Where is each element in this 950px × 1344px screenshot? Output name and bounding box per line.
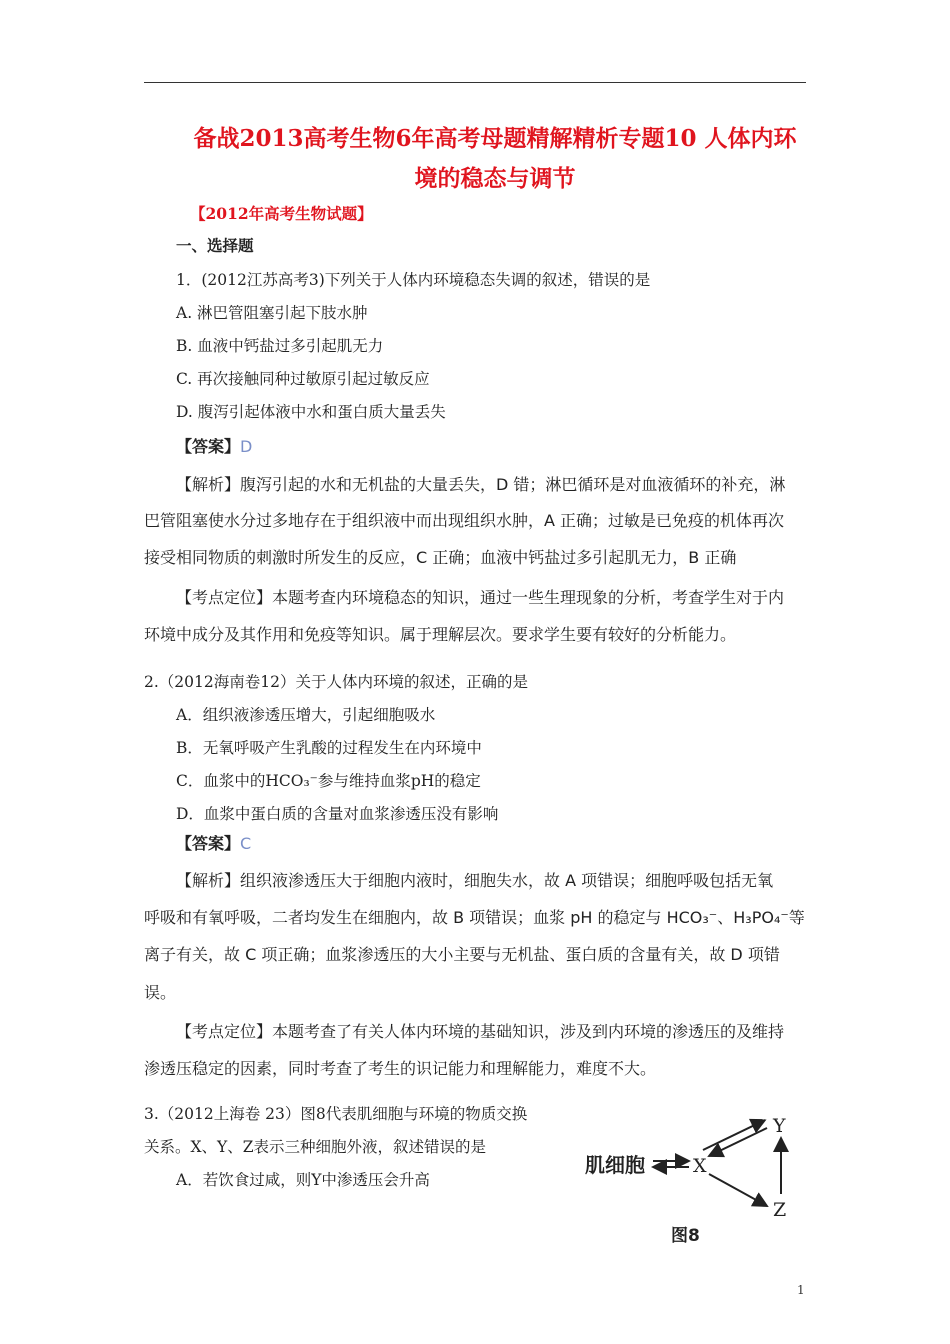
- q2-analysis-line2: 呼吸和有氧呼吸，二者均发生在细胞内，故 B 项错误；血浆 pH 的稳定与 HCO₃⁻、H₃PO₄⁻等: [144, 908, 805, 927]
- q2-option-d: D．血浆中蛋白质的含量对血浆渗透压没有影响: [176, 805, 499, 823]
- figure-y-label: Y: [773, 1115, 786, 1137]
- q3-stem-line2: 关系。X、Y、Z表示三种细胞外液，叙述错误的是: [144, 1138, 487, 1156]
- document-title-line1: 备战2013高考生物6年高考母题精解精析专题10 人体内环: [193, 125, 797, 152]
- section-tag: 【2012年高考生物试题】: [190, 204, 373, 223]
- q1-analysis-line1: 【解析】腹泻引起的水和无机盐的大量丢失，D 错；淋巴循环是对血液循环的补充，淋: [176, 475, 786, 494]
- page-number: 1: [797, 1283, 805, 1297]
- q2-answer-label: 【答案】: [176, 834, 241, 853]
- arrow-x-to-y: [703, 1120, 765, 1150]
- q2-analysis-line1: 【解析】组织液渗透压大于细胞内液时，细胞失水，故 A 项错误；细胞呼吸包括无氧: [176, 871, 774, 890]
- q1-stem: 1．(2012江苏高考3)下列关于人体内环境稳态失调的叙述，错误的是: [176, 271, 651, 289]
- q2-answer: [176, 831, 251, 854]
- figure-8-diagram: [585, 1108, 805, 1248]
- figure-cell-label: 肌细胞: [585, 1153, 645, 1177]
- q1-analysis-line2: 巴管阻塞使水分过多地存在于组织液中而出现组织水肿，A 正确；过敏是已免疫的机体再次: [144, 511, 785, 530]
- figure-x-label: X: [693, 1155, 707, 1177]
- q3-option-a: A．若饮食过咸，则Y中渗透压会升高: [176, 1171, 430, 1189]
- q2-analysis-line3: 离子有关，故 C 项正确；血浆渗透压的大小主要与无机盐、蛋白质的含量有关，故 D 项错: [144, 945, 780, 964]
- q1-option-a: A. 淋巴管阻塞引起下肢水肿: [176, 304, 368, 322]
- figure-caption: 图8: [671, 1226, 700, 1246]
- q1-kaodian-line1: 【考点定位】本题考查内环境稳态的知识，通过一些生理现象的分析，考查学生对于内: [176, 588, 785, 607]
- q1-answer-value: D: [240, 437, 253, 456]
- part-heading: 一、选择题: [176, 236, 254, 255]
- figure-z-label: Z: [773, 1199, 787, 1221]
- document-title-line2: 境的稳态与调节: [414, 165, 576, 192]
- q1-analysis-line3: 接受相同物质的刺激时所发生的反应，C 正确；血液中钙盐过多引起肌无力，B 正确: [144, 548, 737, 567]
- q2-option-b: B．无氧呼吸产生乳酸的过程发生在内环境中: [176, 739, 482, 757]
- header-rule: [144, 82, 806, 83]
- q1-kaodian-line2: 环境中成分及其作用和免疫等知识。属于理解层次。要求学生要有较好的分析能力。: [144, 625, 737, 644]
- q2-kaodian-line1: 【考点定位】本题考查了有关人体内环境的基础知识，涉及到内环境的渗透压的及维持: [176, 1022, 785, 1041]
- q1-answer-label: 【答案】: [176, 437, 241, 456]
- q2-answer-value: C: [240, 834, 252, 853]
- q2-option-a: A．组织液渗透压增大，引起细胞吸水: [176, 706, 436, 724]
- q2-stem: 2.（2012海南卷12）关于人体内环境的叙述，正确的是: [144, 673, 528, 691]
- arrow-x-to-z: [709, 1174, 767, 1206]
- q1-option-c: C. 再次接触同种过敏原引起过敏反应: [176, 370, 430, 388]
- q1-answer: [176, 434, 252, 457]
- q2-kaodian-line2: 渗透压稳定的因素，同时考查了考生的识记能力和理解能力，难度不大。: [144, 1059, 657, 1078]
- q1-option-b: B. 血液中钙盐过多引起肌无力: [176, 337, 384, 355]
- q2-option-c: C．血浆中的HCO₃⁻参与维持血浆pH的稳定: [176, 772, 481, 790]
- q2-analysis-line4: 误。: [144, 983, 177, 1002]
- q3-stem-line1: 3.（2012上海卷 23）图8代表肌细胞与环境的物质交换: [144, 1105, 528, 1123]
- q1-option-d: D. 腹泻引起体液中水和蛋白质大量丢失: [176, 403, 446, 421]
